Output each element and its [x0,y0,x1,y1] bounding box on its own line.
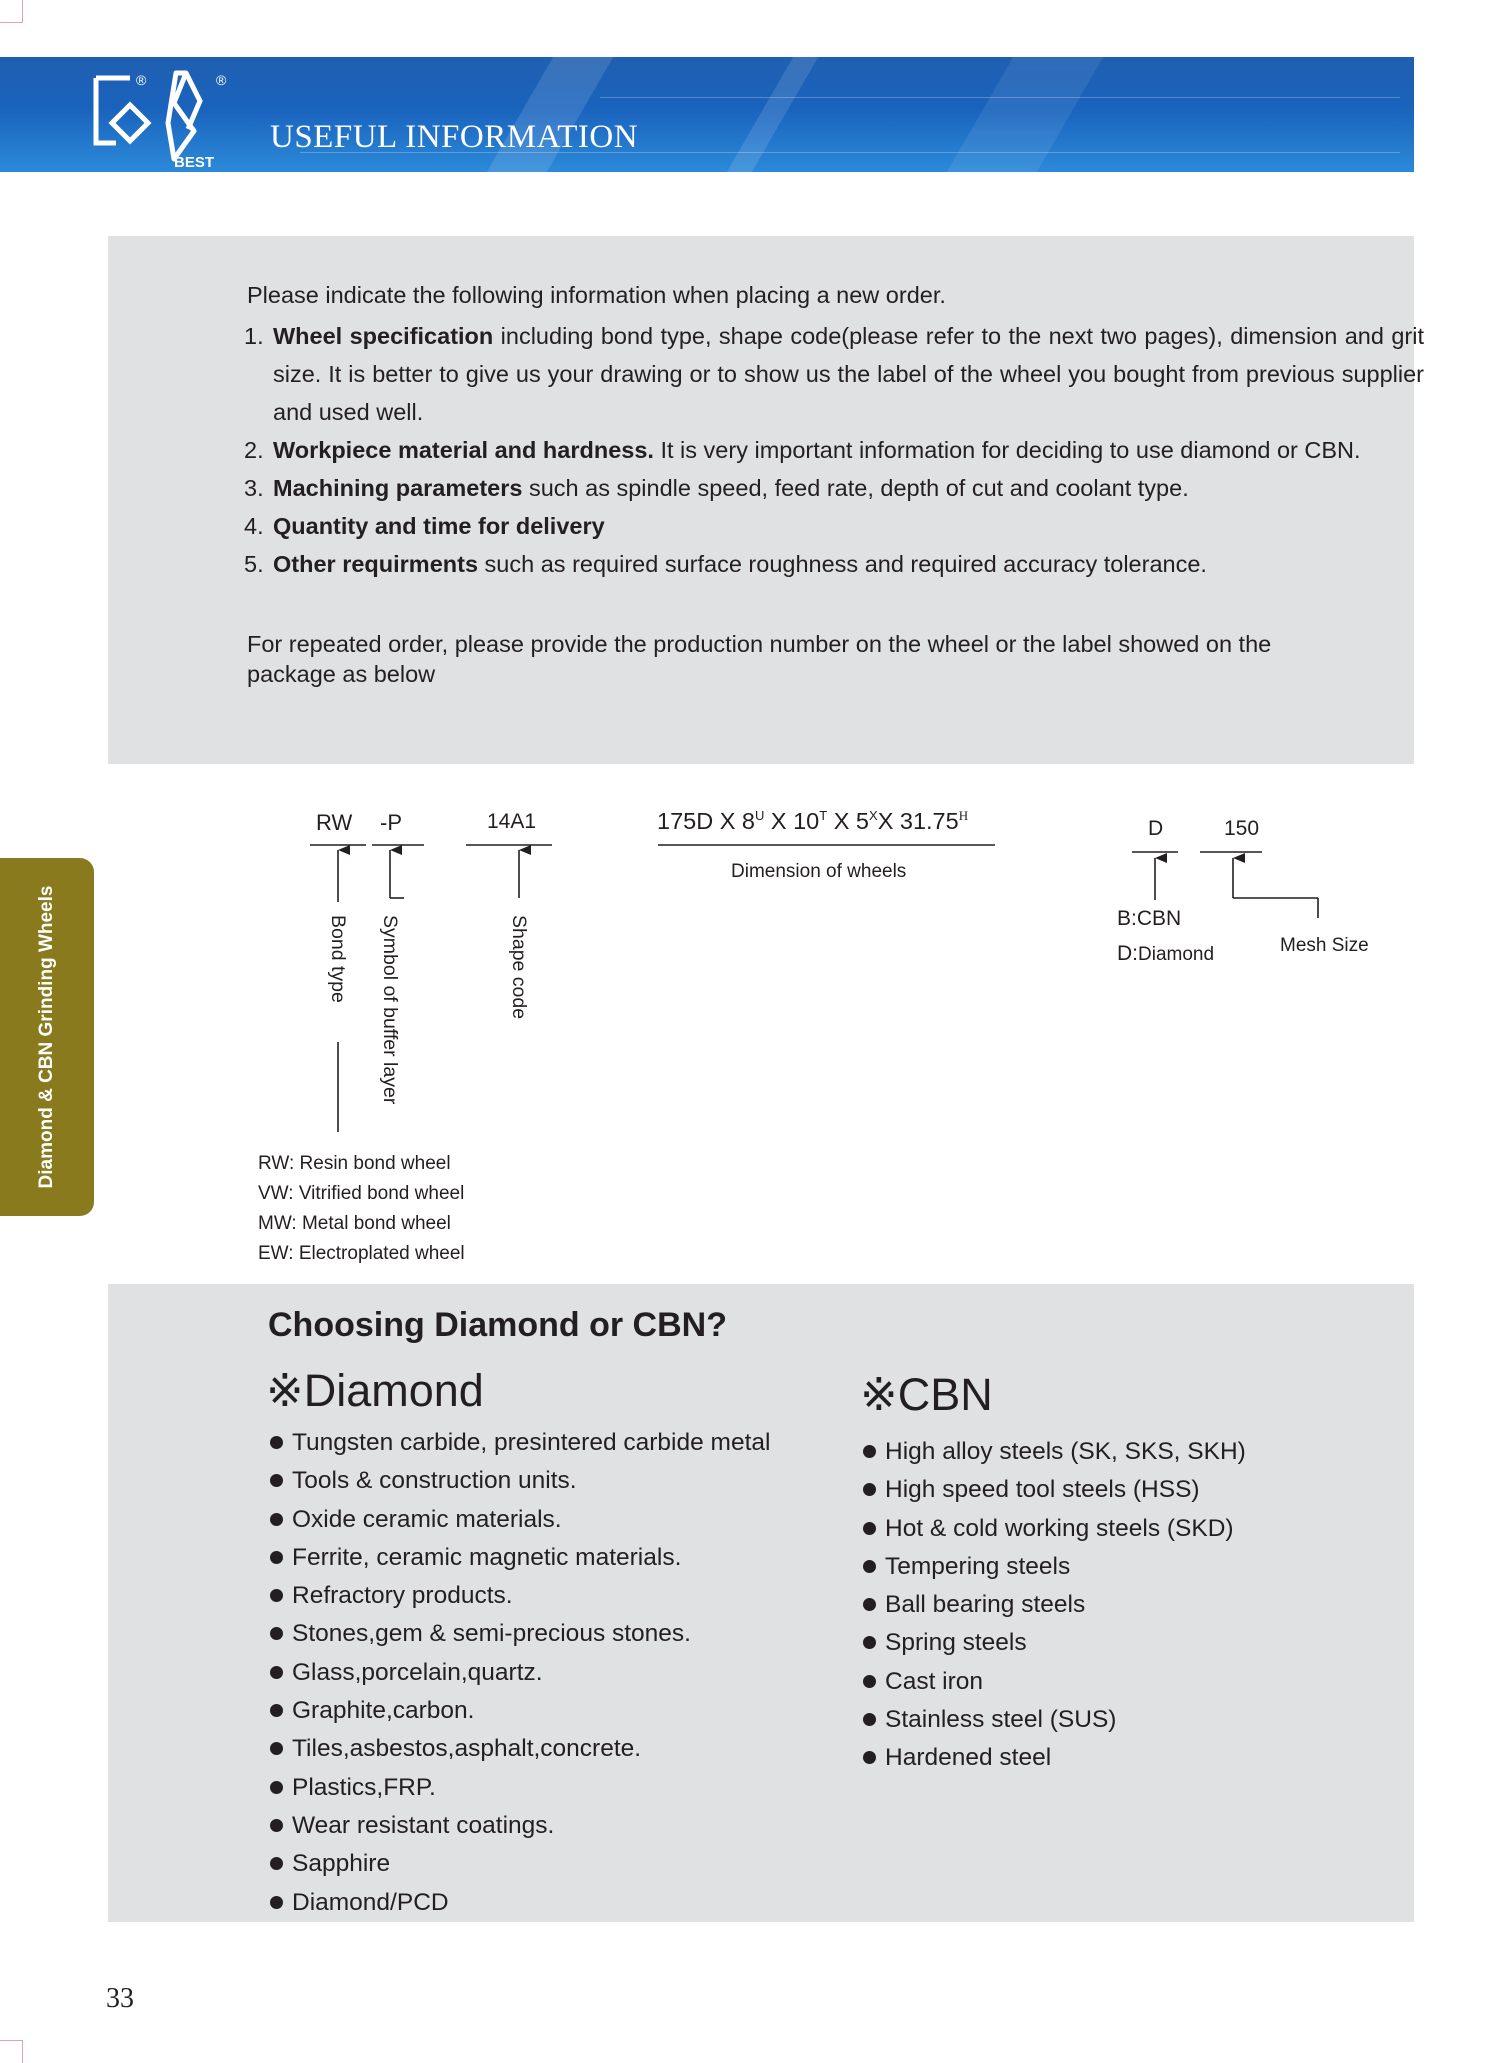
bullet-icon [863,1675,876,1688]
type-diamond-text: Diamond [1138,944,1215,965]
list-item-label: Spring steels [885,1629,1027,1657]
bond-type-mw: MW: Metal bond wheel [258,1213,451,1234]
item-text: such as spindle speed, feed rate, depth of cut and coolant type. [522,475,1189,501]
list-item [244,545,1424,583]
order-requirements-list [244,317,1424,583]
item-heading: Workpiece material and hardness. [273,437,654,463]
page-number: 33 [106,1983,134,2014]
list-item-label: Tiles,asbestos,asphalt,concrete. [292,1735,642,1763]
list-item-label: Tungsten carbide, presintered carbide metal [292,1429,771,1456]
bond-type-ew: EW: Electroplated wheel [258,1243,465,1264]
mesh-code: 150 [1224,817,1260,840]
bullet-icon [270,1666,283,1679]
bullet-icon [270,1781,283,1794]
list-item [863,1739,1246,1777]
logo-text: BEST [174,154,215,168]
list-item-label: Ball bearing steels [885,1591,1086,1619]
list-item [270,1769,770,1807]
dimension-x: X 5 [827,808,870,834]
list-item-label: Plastics,FRP. [292,1773,436,1801]
bullet-icon [270,1742,283,1755]
list-item [270,1424,770,1462]
list-item [270,1654,770,1692]
list-item [270,1845,770,1883]
list-item [863,1663,1246,1701]
list-item [270,1730,770,1768]
bullet-icon [270,1474,283,1487]
dimension-sup-x: X [869,808,878,824]
bullet-icon [863,1636,876,1649]
diamond-heading: ※Diamond [266,1365,484,1416]
item-number: 5. [244,551,264,577]
bullet-icon [270,1627,283,1640]
bullet-icon [863,1560,876,1573]
list-item-label: Diamond/PCD [292,1888,449,1916]
page-title: USEFUL INFORMATION [270,119,639,155]
bond-type-label: Bond type [327,915,349,1003]
registered-mark-2: ® [216,72,227,88]
list-item [270,1615,770,1653]
bullet-icon [270,1896,283,1909]
item-number: 4. [244,513,264,539]
wheel-type-code: D [1148,817,1164,840]
bullet-icon [863,1445,876,1458]
dimension-sup-t: T [819,808,828,824]
list-item-label: Graphite,carbon. [292,1697,475,1725]
bullet-icon [863,1522,876,1535]
dimension-sup-h: H [958,808,969,824]
list-item-label: Refractory products. [292,1582,513,1610]
bond-type-rw: RW: Resin bond wheel [258,1153,451,1174]
list-item-label: High alloy steels (SK, SKS, SKH) [885,1438,1246,1465]
list-item [863,1701,1246,1739]
list-item-label: Tempering steels [885,1552,1071,1580]
list-item [270,1577,770,1615]
list-item-label: Oxide ceramic materials. [292,1505,562,1533]
list-item [863,1624,1246,1662]
diamond-list [270,1424,770,1922]
list-item-label: Glass,porcelain,quartz. [292,1658,543,1686]
list-item-label: Wear resistant coatings. [292,1811,555,1839]
type-cbn: B:CBN [1117,907,1182,930]
order-info-box [108,236,1424,764]
best-logo [88,63,238,168]
list-item-label: Hardened steel [885,1744,1052,1772]
bullet-icon [270,1589,283,1602]
buffer-code: -P [380,810,402,835]
list-item [270,1692,770,1730]
order-outro: For repeated order, please provide the production number on the wheel or the label showed on the package as below [247,631,1272,687]
list-item [270,1539,770,1577]
bond-type-vw: VW: Vitrified bond wheel [258,1183,465,1204]
item-number: 1. [244,323,264,349]
dimension-sup-u: U [754,808,765,824]
dimension-d: 175D X 8 [657,808,755,834]
bullet-icon [270,1551,283,1564]
item-heading: Quantity and time for delivery [273,513,605,539]
list-item [863,1471,1246,1509]
dimension-code [657,808,968,835]
bullet-icon [270,1704,283,1717]
order-intro: Please indicate the following information when placing a new order. [247,282,946,308]
bullet-icon [863,1483,876,1496]
item-text: including bond type, shape code(please refer to the next two pages), dimension and grit size. It is better to give us your drawing or to show us the label of the wheel you bought from previous supplier and used well. [273,323,1424,425]
type-diamond-prefix: D: [1117,942,1138,965]
list-item-label: Sapphire [292,1850,391,1878]
item-heading: Machining parameters [273,475,523,501]
list-item [863,1510,1246,1548]
choosing-title: Choosing Diamond or CBN? [268,1306,727,1344]
item-number: 2. [244,437,264,463]
item-text: such as required surface roughness and required accuracy tolerance. [478,551,1207,577]
bond-code: RW [316,810,353,835]
list-item [270,1884,770,1922]
buffer-layer-label: Symbol of buffer layer [379,915,401,1105]
item-text: It is very important information for deciding to use diamond or CBN. [653,437,1361,463]
header-banner [0,57,1414,172]
bullet-icon [270,1819,283,1832]
mesh-size-label: Mesh Size [1280,935,1369,956]
list-item [863,1548,1246,1586]
list-item [270,1462,770,1500]
list-item [244,317,1424,431]
side-tab-label: Diamond & CBN Grinding Wheels [36,885,57,1189]
list-item-label: Tools & construction units. [292,1467,577,1495]
shape-code-label: Shape code [508,915,530,1020]
list-item-label: High speed tool steels (HSS) [885,1476,1200,1504]
list-item [270,1807,770,1845]
item-heading: Wheel specification [273,323,494,349]
bullet-icon [270,1436,283,1449]
crop-mark-top-left [0,0,23,23]
type-diamond [1117,942,1214,966]
item-number: 3. [244,475,264,501]
list-item [244,431,1424,469]
cbn-heading: ※CBN [860,1369,993,1420]
list-item-label: Hot & cold working steels (SKD) [885,1514,1234,1542]
cbn-list [863,1433,1246,1778]
choosing-box [108,1284,1414,1922]
label-diagram [0,780,1509,1280]
shape-code: 14A1 [487,810,537,833]
bullet-icon [863,1598,876,1611]
bullet-icon [270,1857,283,1870]
dimension-label: Dimension of wheels [731,861,907,882]
list-item [244,507,1424,545]
list-item-label: Stones,gem & semi-precious stones. [292,1620,691,1648]
list-item-label: Ferrite, ceramic magnetic materials. [292,1543,682,1571]
registered-mark-1: ® [136,72,147,88]
dimension-h: X 31.75 [877,808,959,834]
list-item-label: Stainless steel (SUS) [885,1706,1117,1734]
list-item [863,1586,1246,1624]
list-item [270,1501,770,1539]
crop-mark-bottom-left [0,2040,23,2063]
list-item-label: Cast iron [885,1667,984,1695]
dimension-t: X 10 [764,808,820,834]
bullet-icon [270,1513,283,1526]
bullet-icon [863,1713,876,1726]
diagram-lines [0,780,1509,1280]
list-item [863,1433,1246,1471]
item-heading: Other requirments [273,551,479,577]
bullet-icon [863,1751,876,1764]
list-item [244,469,1424,507]
